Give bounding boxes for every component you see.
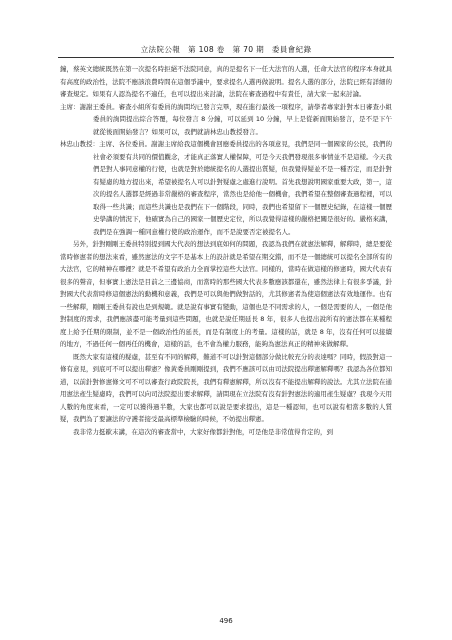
page-number: 496 [219,617,233,625]
paragraph-constitutional-intent: 另外，針對剛剛王委員特別提到國大代表的想法到底如何的問題，我認為我們在就憲法解釋，解釋時，總是要從當時修憲者的想法來看，雖然憲法的文字不是基本上的設計就是希望在期交錯，而不是一個總統可以提名全部所有的大法官，它的精神在哪裡？就是不希望有政治力全面掌控這些大法官。同樣的，當時在做這樣的修憲時，國大代表有很多的聲音，但事實上憲法是目前之三邊協商，而當時的那些國大代表多數應該都還在，雖然法律上有很多爭議，針對國大代表當時修這個憲法的動機和意義，我們是可以與他們做對話的，尤其修憲者為使這個憲法有效地運作。也有一些解釋，剛剛王委員有說也是到規範。就是說有事實有變動，這個也是不同需求的人，一個是需要的人，一個是他對制度的需求，我們應該盡可能考量到這些問題，也就是說任期延長 8 年，很多人也提出說所有的憲法都在某種程度上給予任期的限制，並不是一個政治性的延長，而是有制度上的考量。這樣的話，就是 8 年，沒有任何可以接續的地方，不過任何一個再任的機會，這樣的話，也不會為權力服務，能夠為憲法真正的精神來做解釋。 [60,240,392,348]
paragraph-closing: 我非常力挺歐末講，在這次的審查當中，大家好像都針對他，可是他是非常值得肯定的，到 [73,427,333,436]
header-rule [58,57,394,58]
speech-chairman: 主席：謝謝王委員。審查小組所有委員的詢問均已發言完畢，現在進行最後一項程序，請學者專家針對本日審查小組委員的詢問提出綜合答覆，每位發言 8 分鐘，可以延到 10 分鐘，早上是從新面開始發言，是不是下午就從後面開始發言？如果可以，我們就請林忠山教授發言。 [60,102,392,136]
document-body [60,63,392,438]
paragraph-interpretation-request: 既然大家有這樣的疑慮，甚至有不同的解釋，難道不可以針對這個部分做比較充分的表達嗎？同時，假設對這一條有意見，到底可不可以提出釋憲？像黃委員剛剛提到，我們不應該可以由司法院提出釋憲解釋嗎？我認為各位都知道，以前針對修憲條文可不可以審查行政院院長，我們有釋憲解釋，所以沒有不能提出解釋的說法。尤其立法院在通用憲法產生疑慮時，我們可以向司法院提出要求解釋，請問現在立法院有沒有針對憲法的適用產生疑慮？我現今天用人數的角度來看，一定可以獲得過半數，大家也都可以說是要求提出，這是一種認知，也可以說有相當多數的人質疑，我們為了要讓法的守護者接受最高標準檢驗的時候，不妨提出釋憲。 [60,352,392,423]
speech-professor: 林忠山教授：主席、各位委員。謝謝主席給我這個機會回應委員提出的各項意見，我們是同一個國家的公民，我們的社會必須要有共同的價值觀念，才能真正落實人權保障，可是今天我們發現很多事情並不是這樣。今天我們是對人事同意權的行使，也就是對於總統提名的人選提出質疑，但我覺得疑並不是一種否定，而是針對有疑慮的地方提出來，希望被提名人可以針對疑慮之處進行說明。首先我想說明國家重要大政，第一，這次的提名人選都是經過非常嚴格的審查程序，當然也是給他一個機會，我們希望在整個審查過程裡，可以取得一些共識；而這些共識也是我們在下一個階段，同時，我們也希望留下一個歷史紀錄，在這樣一個歷史學講的情況下，他確實為自己的國家一個歷史定位，所以我覺得這樣的嚴格把關是很好的。嚴格來講，我們是在強調一種同意權行使的政治運作，而不是說要否定被提名人。 [60,140,392,236]
gazette-header: 立法院公報 第 108 卷 第 70 期 委員會紀錄 [140,45,312,54]
paragraph-continuation: 鐘，蔡英文總統既然在第一次提名時拒絕不法院同意，真的是提名下一任大法官的人選，任命大法官的程序本身就具有高度的政治性，法院不應該浪費時間在這個爭議中，要求提名人選再做說明。提名人選的部分，法院已經有詳細的審查規定。如果有人認為提名不適任，也可以提出來討論，法院在審查過程中有責任，請大家一起來討論。 [60,65,392,98]
